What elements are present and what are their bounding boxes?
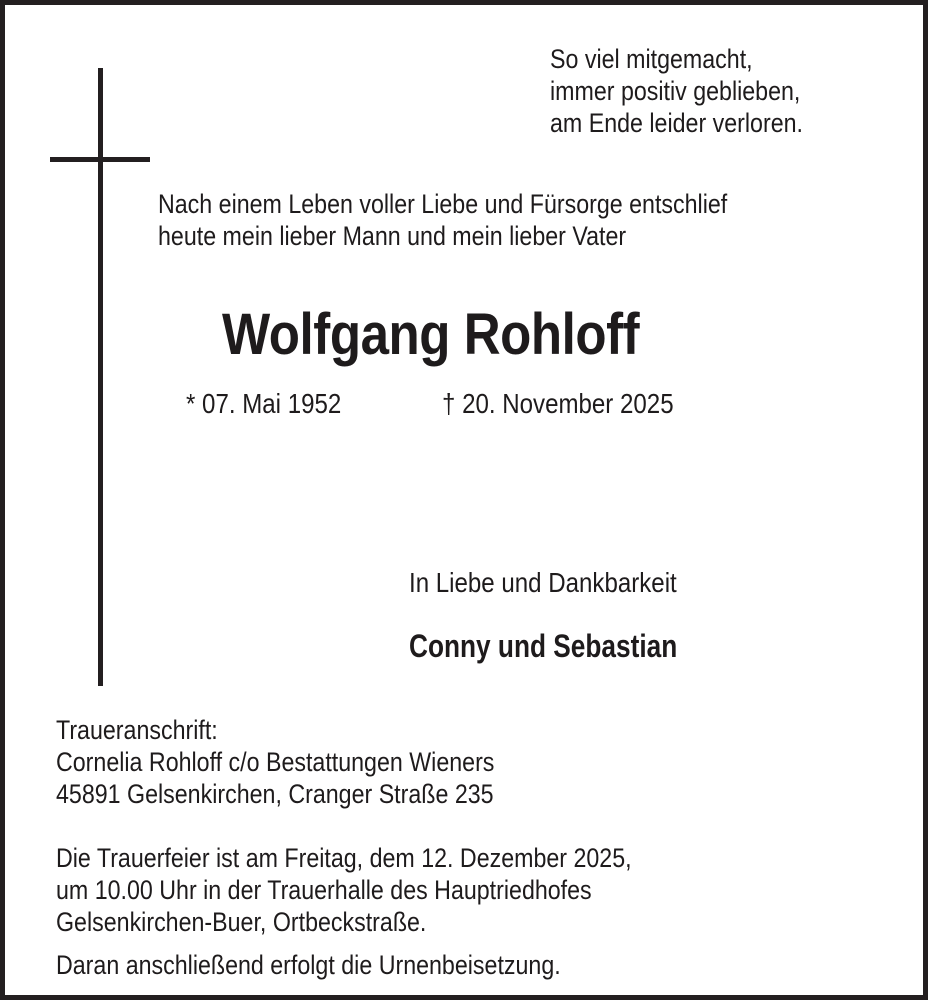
death-date: † 20. November 2025 bbox=[442, 388, 674, 419]
ceremony-line: um 10.00 Uhr in der Trauerhalle des Hauptriedhofes bbox=[56, 875, 592, 905]
motto-line: immer positiv geblieben, bbox=[550, 76, 801, 106]
mourning-address bbox=[56, 714, 494, 810]
motto-line: So viel mitgemacht, bbox=[550, 44, 753, 74]
ceremony-line: Gelsenkirchen-Buer, Ortbeckstraße. bbox=[56, 907, 427, 937]
ceremony-line: Die Trauerfeier ist am Freitag, dem 12. Dezember 2025, bbox=[56, 843, 632, 873]
intro-line: Nach einem Leben voller Liebe und Fürsorge entschlief bbox=[158, 189, 728, 219]
birth-date: * 07. Mai 1952 bbox=[186, 388, 342, 419]
address-line: Cornelia Rohloff c/o Bestattungen Wieners bbox=[56, 747, 495, 777]
address-line: Traueranschrift: bbox=[56, 715, 218, 745]
intro-line: heute mein lieber Mann und mein lieber Vater bbox=[158, 221, 627, 251]
address-line: 45891 Gelsenkirchen, Cranger Straße 235 bbox=[56, 779, 494, 809]
intro-text bbox=[158, 188, 727, 252]
ceremony-info bbox=[56, 842, 632, 938]
thanks-line: In Liebe und Dankbarkeit bbox=[409, 567, 677, 598]
motto-verse bbox=[550, 43, 803, 139]
deceased-name: Wolfgang Rohloff bbox=[222, 302, 640, 367]
cross-icon-horizontal bbox=[50, 157, 150, 162]
motto-line: am Ende leider verloren. bbox=[550, 108, 803, 138]
mourner-names: Conny und Sebastian bbox=[409, 628, 678, 664]
burial-info: Daran anschließend erfolgt die Urnenbeisetzung. bbox=[56, 950, 561, 980]
